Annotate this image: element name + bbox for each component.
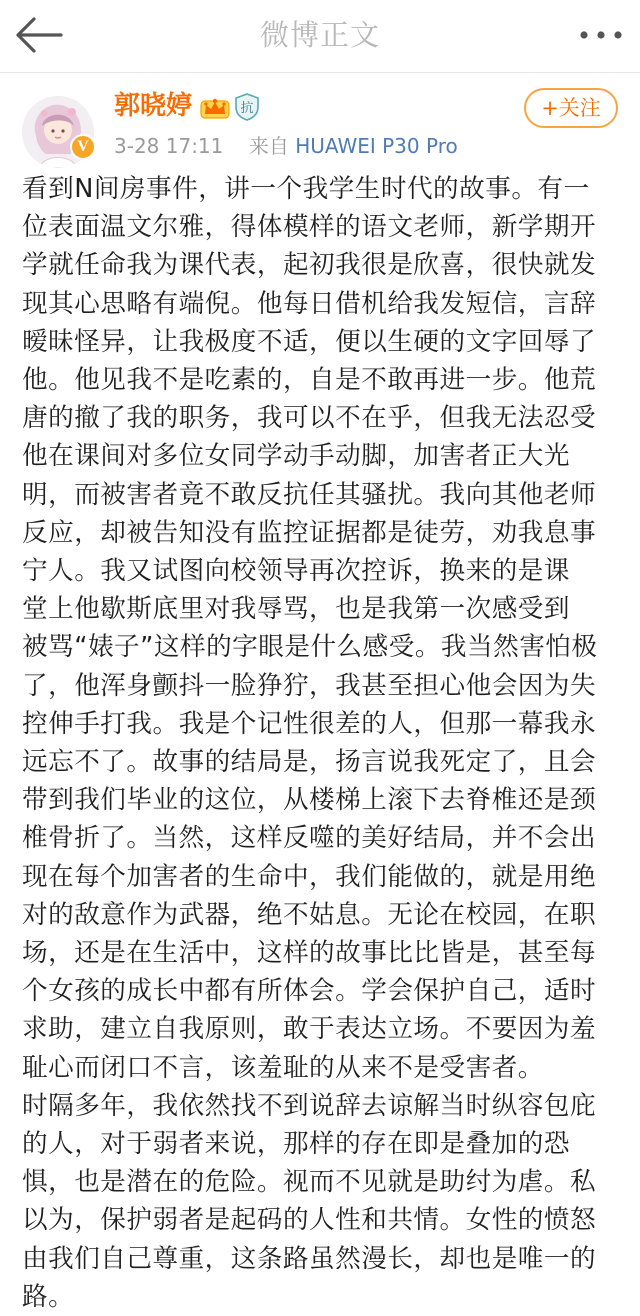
more-button[interactable] — [574, 14, 628, 56]
source-prefix: 来自 — [248, 134, 289, 158]
page-title: 微博正文 — [259, 18, 380, 52]
vip-crown-icon — [200, 95, 230, 119]
fight-badge-text: 抗 — [240, 101, 254, 116]
follow-button[interactable]: +关注 — [524, 88, 618, 128]
post-time: 3-28 17:11 — [114, 134, 224, 158]
post-body-text: 看到N间房事件，讲一个我学生时代的故事。有一 位表面温文尔雅，得体模样的语文老师，新学期开 学就任命我为课代表，起初我很是欣喜，很快就发 现其心思略有端倪。他每日借机给我发短信，言辞 暧昧怪异，让我极度不适，便以生硬的文字回辱了 他。他见我不是吃素的，自是不敢再进一步。他荒 唐的撤了我的职务，我可以不在乎，但我无法忍受 他在课间对多位女同学动手动脚，加害者正大光 明，而被害者竟不敢反抗任其骚扰。我向其他老师 反应，却被告知没有监控证据都是徒劳，劝我息事 宁人。我又试图向校领导再次控诉，换来的是课 堂上他歇斯底里对我辱骂，也是我第一次感受到 被骂“婊子”这样的字眼是什么感受。我当然害怕极 了，他浑身颤抖一脸狰狞，我甚至担心他会因为失 控伸手打我。我是个记性很差的人，但那一幕我永 远忘不了。故事的结局是，扬言说我死定了，且会 带到我们毕业的这位，从楼梯上滚下去脊椎还是颈 椎骨折了。当然，这样反噬的美好结局，并不会出 现在每个加害者的生命中，我们能做的，就是用绝 对的敌意作为武器，绝不姑息。无论在校园，在职 场，还是在生活中，这样的故事比比皆是，甚至每 个女孩的成长中都有所体会。学会保护自己，适时 求助，建立自我原则，敢于表达立场。不要因为羞 耻心而闭口不言，该羞耻的从来不是受害者。 时隔多年，我依然找不到说辞去谅解当时纵容包庇 的人，对于弱者来说，那样的存在即是叠加的恐 惧，也是潜在的危险。视而不见就是助纣为虐。私 以为，保护弱者是起码的人性和共情。女性的愤怒 由我们自己尊重，这条路虽然漫长，却也是唯一的 路。 — [22, 174, 598, 1312]
post-author-header — [0, 72, 640, 172]
fight-badge-icon — [234, 93, 260, 121]
more-dots-icon[interactable] — [574, 14, 628, 56]
post-meta — [114, 132, 458, 160]
username[interactable]: 郭晓婷 — [114, 91, 193, 121]
verified-badge-icon: V — [70, 134, 96, 160]
top-navigation-bar — [0, 0, 640, 73]
source-device[interactable]: HUAWEI P30 Pro — [295, 134, 458, 158]
